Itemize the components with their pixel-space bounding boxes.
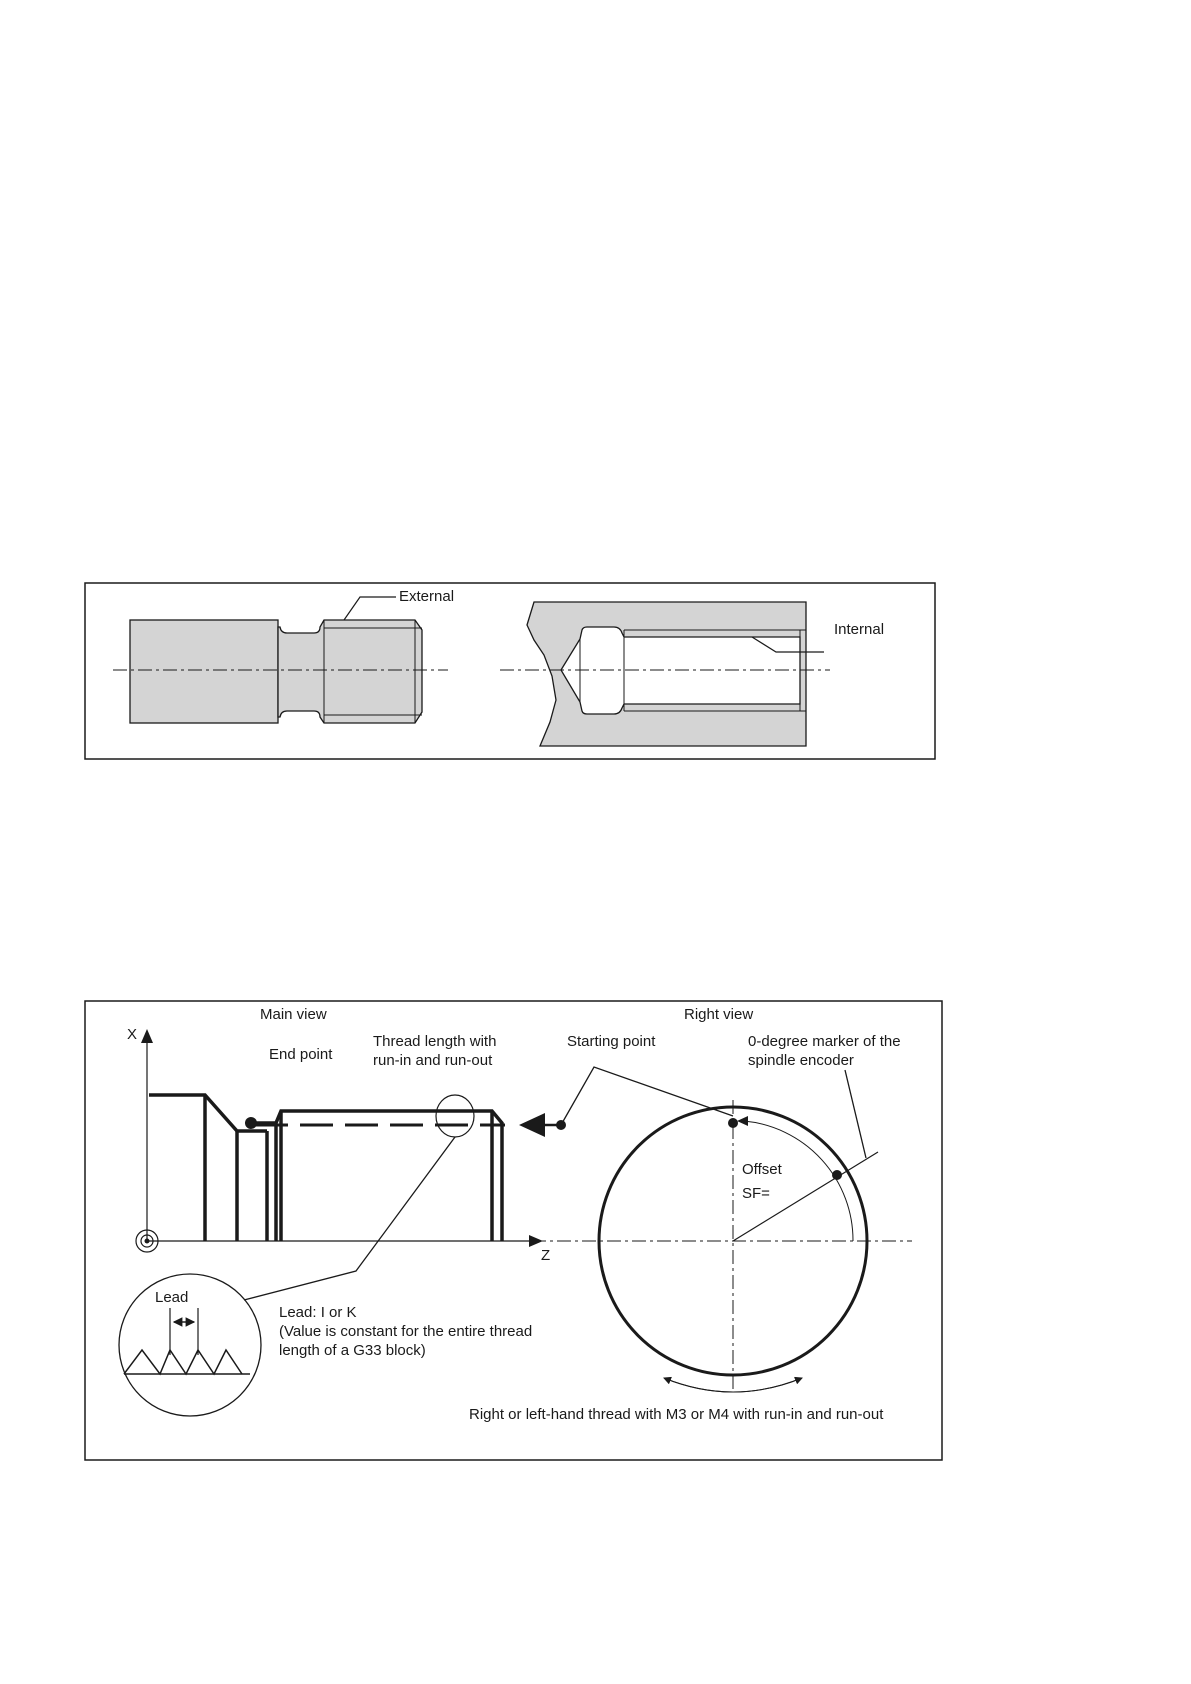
label-rotation: Right or left-hand thread with M3 or M4 with run-in and run-out <box>469 1406 884 1423</box>
axis-label-x: X <box>127 1026 138 1043</box>
label-starting-point: Starting point <box>567 1033 656 1050</box>
thread-teeth <box>124 1350 242 1374</box>
external-thread-part <box>113 588 454 723</box>
lead-note-1: Lead: I or K <box>279 1304 357 1321</box>
label-marker-1: 0-degree marker of the <box>748 1033 901 1050</box>
zero-degree-marker-dot <box>832 1170 842 1180</box>
right-view-spindle <box>532 1070 912 1392</box>
label-main-view: Main view <box>260 1006 327 1023</box>
label-end-point: End point <box>269 1046 333 1063</box>
workpiece-profile <box>149 1095 502 1241</box>
figure2-frame <box>85 1001 942 1460</box>
label-thread-length-1: Thread length with <box>373 1033 497 1050</box>
lead-note-3: length of a G33 block) <box>279 1342 426 1359</box>
label-sf: SF= <box>742 1185 770 1202</box>
figure-thread-types <box>85 583 935 759</box>
label-external: External <box>399 588 455 605</box>
end-point-marker <box>245 1117 257 1129</box>
label-internal: Internal <box>834 621 885 638</box>
label-offset: Offset <box>742 1161 782 1178</box>
internal-thread-part <box>500 602 884 746</box>
start-angle-marker <box>728 1118 738 1128</box>
label-thread-length-2: run-in and run-out <box>373 1052 493 1069</box>
label-right-view: Right view <box>684 1006 754 1023</box>
lead-note-2: (Value is constant for the entire thread <box>279 1323 533 1340</box>
axis-label-z: Z <box>541 1247 551 1264</box>
starting-point-leader <box>561 1067 733 1125</box>
offset-arc-arrowhead <box>737 1116 748 1126</box>
lead-detail <box>119 1274 261 1416</box>
external-leader <box>344 597 396 620</box>
lead-detail-circle <box>119 1274 261 1416</box>
label-marker-2: spindle encoder <box>748 1052 854 1069</box>
zero-degree-marker-leader <box>845 1070 866 1158</box>
start-approach-arrow <box>519 1067 733 1137</box>
offset-arc <box>744 1121 853 1241</box>
x-axis-arrow <box>141 1029 153 1043</box>
detail-callout-circle <box>436 1095 474 1137</box>
figure-thread-cutting <box>85 1001 942 1460</box>
label-lead: Lead <box>155 1289 189 1306</box>
